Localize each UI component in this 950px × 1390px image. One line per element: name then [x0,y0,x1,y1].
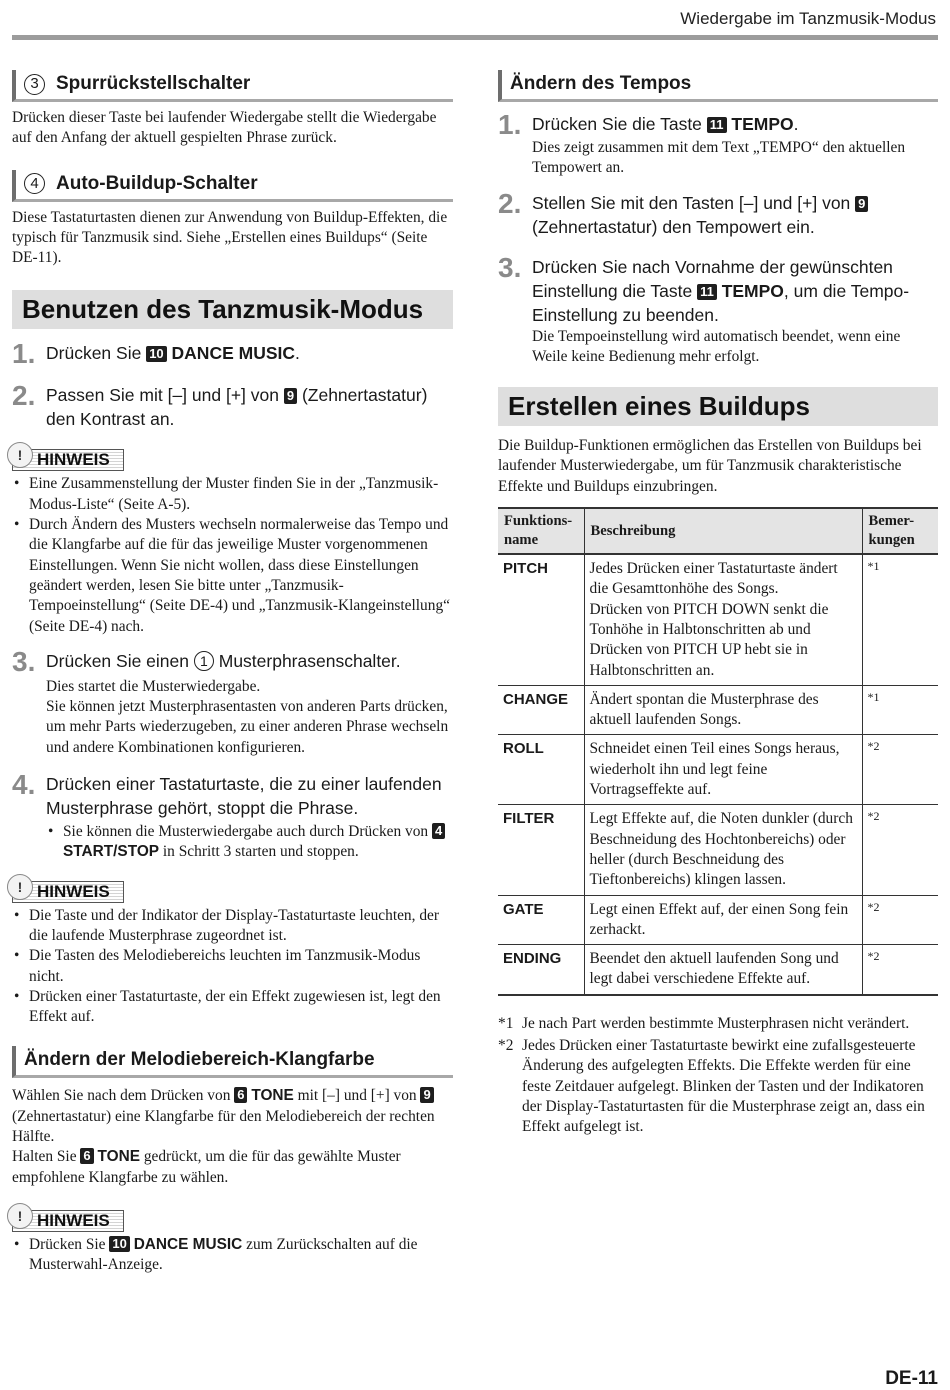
table-row [498,805,938,895]
footnote [498,1014,938,1034]
note-badge [12,878,124,903]
step-2: 2. Passen Sie mit [–] und [+] von 9 (Zehnertastatur) den Kontrast an. [12,380,428,430]
step-3: 3. Drücken Sie einen 1 Musterphrasenschalter. [12,645,401,677]
circled-number: 4 [24,173,45,194]
tempo-step-2: 2. Stellen Sie mit den Tasten [–] und [+] von 9 (Zehnertastatur) den Tempowert ein. [498,191,938,239]
note-label: HINWEIS [37,1210,110,1230]
key-name: TONE [97,1148,140,1166]
section-heading-tempo [498,70,938,102]
step-detail: Dies zeigt zusammen mit dem Text „TEMPO“ den aktuellen Tempowert an. [532,139,906,177]
key-label: 10 [109,1236,129,1252]
section-heading-text: Spurrückstellschalter [56,73,251,94]
paragraph: Wählen Sie nach dem Drücken von 6 TONE mit [–] und [+] von 9 (Zehnertastatur) eine Klangfarbe für den Melodiebereich der rechten Hälfte. [12,1087,435,1146]
column-header: Beschreibung [584,508,862,554]
footnote-mark: *1 [498,1014,514,1032]
list-item: • Die Taste und der Indikator der Display-Tastaturtaste leuchten, der die laufende Musterphrase zugeordnet ist. [12,906,453,947]
footnote-text: Je nach Part werden bestimmte Musterphrasen nicht verändert. [522,1014,910,1032]
key-name: TEMPO [721,280,784,301]
list-item: • Eine Zusammenstellung der Muster finden Sie in der „Tanzmusik-Modus-Liste“ (Seite A-5). [12,474,453,515]
step-number: 2. [12,380,36,412]
function-remark: *1 [862,685,938,735]
list-item: • Durch Ändern des Musters wechseln normalerweise das Tempo und die Klangfarbe auf die für das jeweilige Muster vorgenommenen Einstellungen. Wenn Sie nicht wollen, dass diese Einstellungen geändert werden, lesen Sie bitte unter „Tanzmusik-Tempoeinstellung“ (Seite DE-4) und „Tanzmusik-Klangeinstellung“ (Seite DE-4) nach. [12,515,453,637]
lightbulb-icon: ! [7,1203,33,1229]
lightbulb-icon: ! [7,874,33,900]
function-remark: *1 [867,559,880,574]
step-number: 1. [12,338,36,370]
key-name: DANCE MUSIC [133,1235,243,1253]
function-name: FILTER [498,805,584,895]
function-name: ROLL [498,735,584,805]
key-label: 9 [284,388,297,404]
key-name: TONE [251,1087,294,1105]
buildup-functions-table [498,507,938,996]
step-detail: Dies startet die Musterwiedergabe. [46,677,261,695]
key-label: 6 [234,1087,247,1103]
page-number: DE-11 [885,1368,938,1389]
paragraph: Diese Tastaturtasten dienen zur Anwendung von Buildup-Effekten, die typisch für Tanzmusik sind. Siehe „Erstellen eines Buildups“ (Seite DE-11). [12,208,448,267]
lightbulb-icon: ! [7,442,33,468]
note-label: HINWEIS [37,881,110,901]
function-remark: *2 [862,945,938,995]
footnote [498,1036,938,1137]
section-heading-text: Ändern des Tempos [510,73,692,94]
function-description: Jedes Drücken einer Tastaturtaste ändert die Gesamttonhöhe des Songs. Drücken von PITCH DOWN senkt die Tonhöhe in Halbtonschritten ab und Drücken von PITCH UP hebt sie in Halbtonschritten an. [584,554,862,685]
note-label: HINWEIS [37,450,110,470]
header-rule [12,35,938,40]
chapter-heading: Benutzen des Tanzmusik-Modus [12,290,453,329]
table-row [498,735,938,805]
key-label: 9 [420,1087,433,1103]
step-number: 1. [498,109,522,140]
step-number: 3. [12,645,36,677]
note-list [12,1235,453,1276]
section-heading-melody-tone [12,1046,453,1078]
step-detail: Die Tempoeinstellung wird automatisch beendet, wenn eine Weile keine Bedienung mehr erfolgt. [532,327,901,365]
note-badge [12,1207,124,1232]
function-description: Schneidet einen Teil eines Songs heraus, wiederholt ihn und legt feine Vortragseffekte auf. [584,735,862,805]
section-heading-track-reset [12,70,453,102]
list-item: • Die Tasten des Melodiebereichs leuchten im Tanzmusik-Modus nicht. [12,946,453,987]
column-header: Bemer-kungen [862,508,938,554]
table-row [498,945,938,995]
paragraph: Halten Sie 6 TONE gedrückt, um die für das gewählte Muster empfohlene Klangfarbe zu wählen. [12,1148,401,1186]
function-name: CHANGE [498,685,584,735]
section-heading-auto-buildup [12,170,453,202]
page-header-title: Wiedergabe im Tanzmusik-Modus [680,9,936,28]
list-item: • Drücken einer Tastaturtaste, der ein Effekt zugewiesen ist, legt den Effekt auf. [12,987,453,1028]
step-number: 4. [12,769,36,801]
circled-number: 3 [24,74,45,95]
column-header: Funktions-name [498,508,584,554]
key-label: 11 [707,117,727,133]
footnote-mark: *2 [498,1037,514,1055]
circled-number: 1 [194,651,214,671]
step-number: 2. [498,187,522,219]
key-label: 11 [697,284,717,300]
function-description: Beendet den aktuell laufenden Song und legt dabei verschiedene Effekte auf. [584,945,862,995]
section-heading-text: Ändern der Melodiebereich-Klangfarbe [24,1049,375,1071]
function-description: Legt Effekte auf, die Noten dunkler (durch Beschneidung des Hochtonbereichs) oder heller (durch Beschneidung des Tieftonbereichs) klingen lassen. [584,805,862,895]
table-row [498,554,938,685]
footnotes [498,1014,938,1138]
right-column [498,70,938,1138]
paragraph: Die Buildup-Funktionen ermöglichen das Erstellen von Buildups bei laufender Musterwiedergabe, um für Tanzmusik charakteristische Effekte und Buildups einzubringen. [498,437,922,495]
list-item: • Drücken Sie 10 DANCE MUSIC zum Zurückschalten auf die Musterwahl-Anzeige. [12,1235,453,1276]
step-1: 1. Drücken Sie 10 DANCE MUSIC. [12,338,300,370]
note-list [12,906,453,1028]
table-row [498,895,938,945]
function-description: Ändert spontan die Musterphrase des aktuell laufenden Songs. [584,685,862,735]
function-remark: *2 [862,805,938,895]
list-item: • Sie können die Musterwiedergabe auch durch Drücken von 4 START/STOP in Schritt 3 starten und stoppen. [46,822,453,863]
table-header-row [498,508,938,554]
step-bullets [46,822,453,863]
step-number: 3. [498,251,522,283]
function-name: GATE [498,895,584,945]
key-label: 4 [432,823,445,839]
key-name: START/STOP [63,843,160,861]
left-column [12,70,453,1276]
key-name: TEMPO [731,114,794,134]
key-label: 6 [80,1148,93,1164]
note-badge [12,449,124,471]
key-label: 10 [146,346,166,362]
function-description: Legt einen Effekt auf, der einen Song fein zerhackt. [584,895,862,945]
chapter-heading: Erstellen eines Buildups [498,387,938,426]
note-list [12,474,453,636]
key-name: DANCE MUSIC [171,343,296,364]
tempo-step-3: 3. Drücken Sie nach Vornahme der gewünschten Einstellung die Taste 11 TEMPO, um die Tempo-Einstellung zu beenden. [498,251,910,325]
paragraph: Drücken dieser Taste bei laufender Wiedergabe stellt die Wiedergabe auf den Anfang der aktuell gespielten Phrase zurück. [12,109,437,147]
key-label: 9 [855,196,868,212]
function-name: PITCH [503,560,548,578]
section-heading-text: Auto-Buildup-Schalter [56,172,258,194]
tempo-step-1: 1. Drücken Sie die Taste 11 TEMPO. [498,109,799,140]
function-remark: *2 [862,735,938,805]
table-row [498,685,938,735]
footnote-text: Jedes Drücken einer Tastaturtaste bewirkt eine zufallsgesteuerte Änderung des aufgelegten Effekts. Die Effekte werden für eine feste Zeitdauer aufgelegt. Blinken der Tasten und der Indikatoren der Display-Tastaturtasten für die Musterphrase zeigt an, dass ein Effekt aufgelegt ist. [522,1037,925,1136]
step-4: 4. Drücken einer Tastaturtaste, die zu einer laufenden Musterphrase gehört, stoppt die Phrase. [12,769,442,819]
step-detail: Sie können jetzt Musterphrasentasten von anderen Parts drücken, um mehr Parts wiederzugeben, zu einer anderen Phrase wechseln und andere Kombinationen konfigurieren. [46,698,449,756]
function-remark: *2 [862,895,938,945]
function-name: ENDING [498,945,584,995]
